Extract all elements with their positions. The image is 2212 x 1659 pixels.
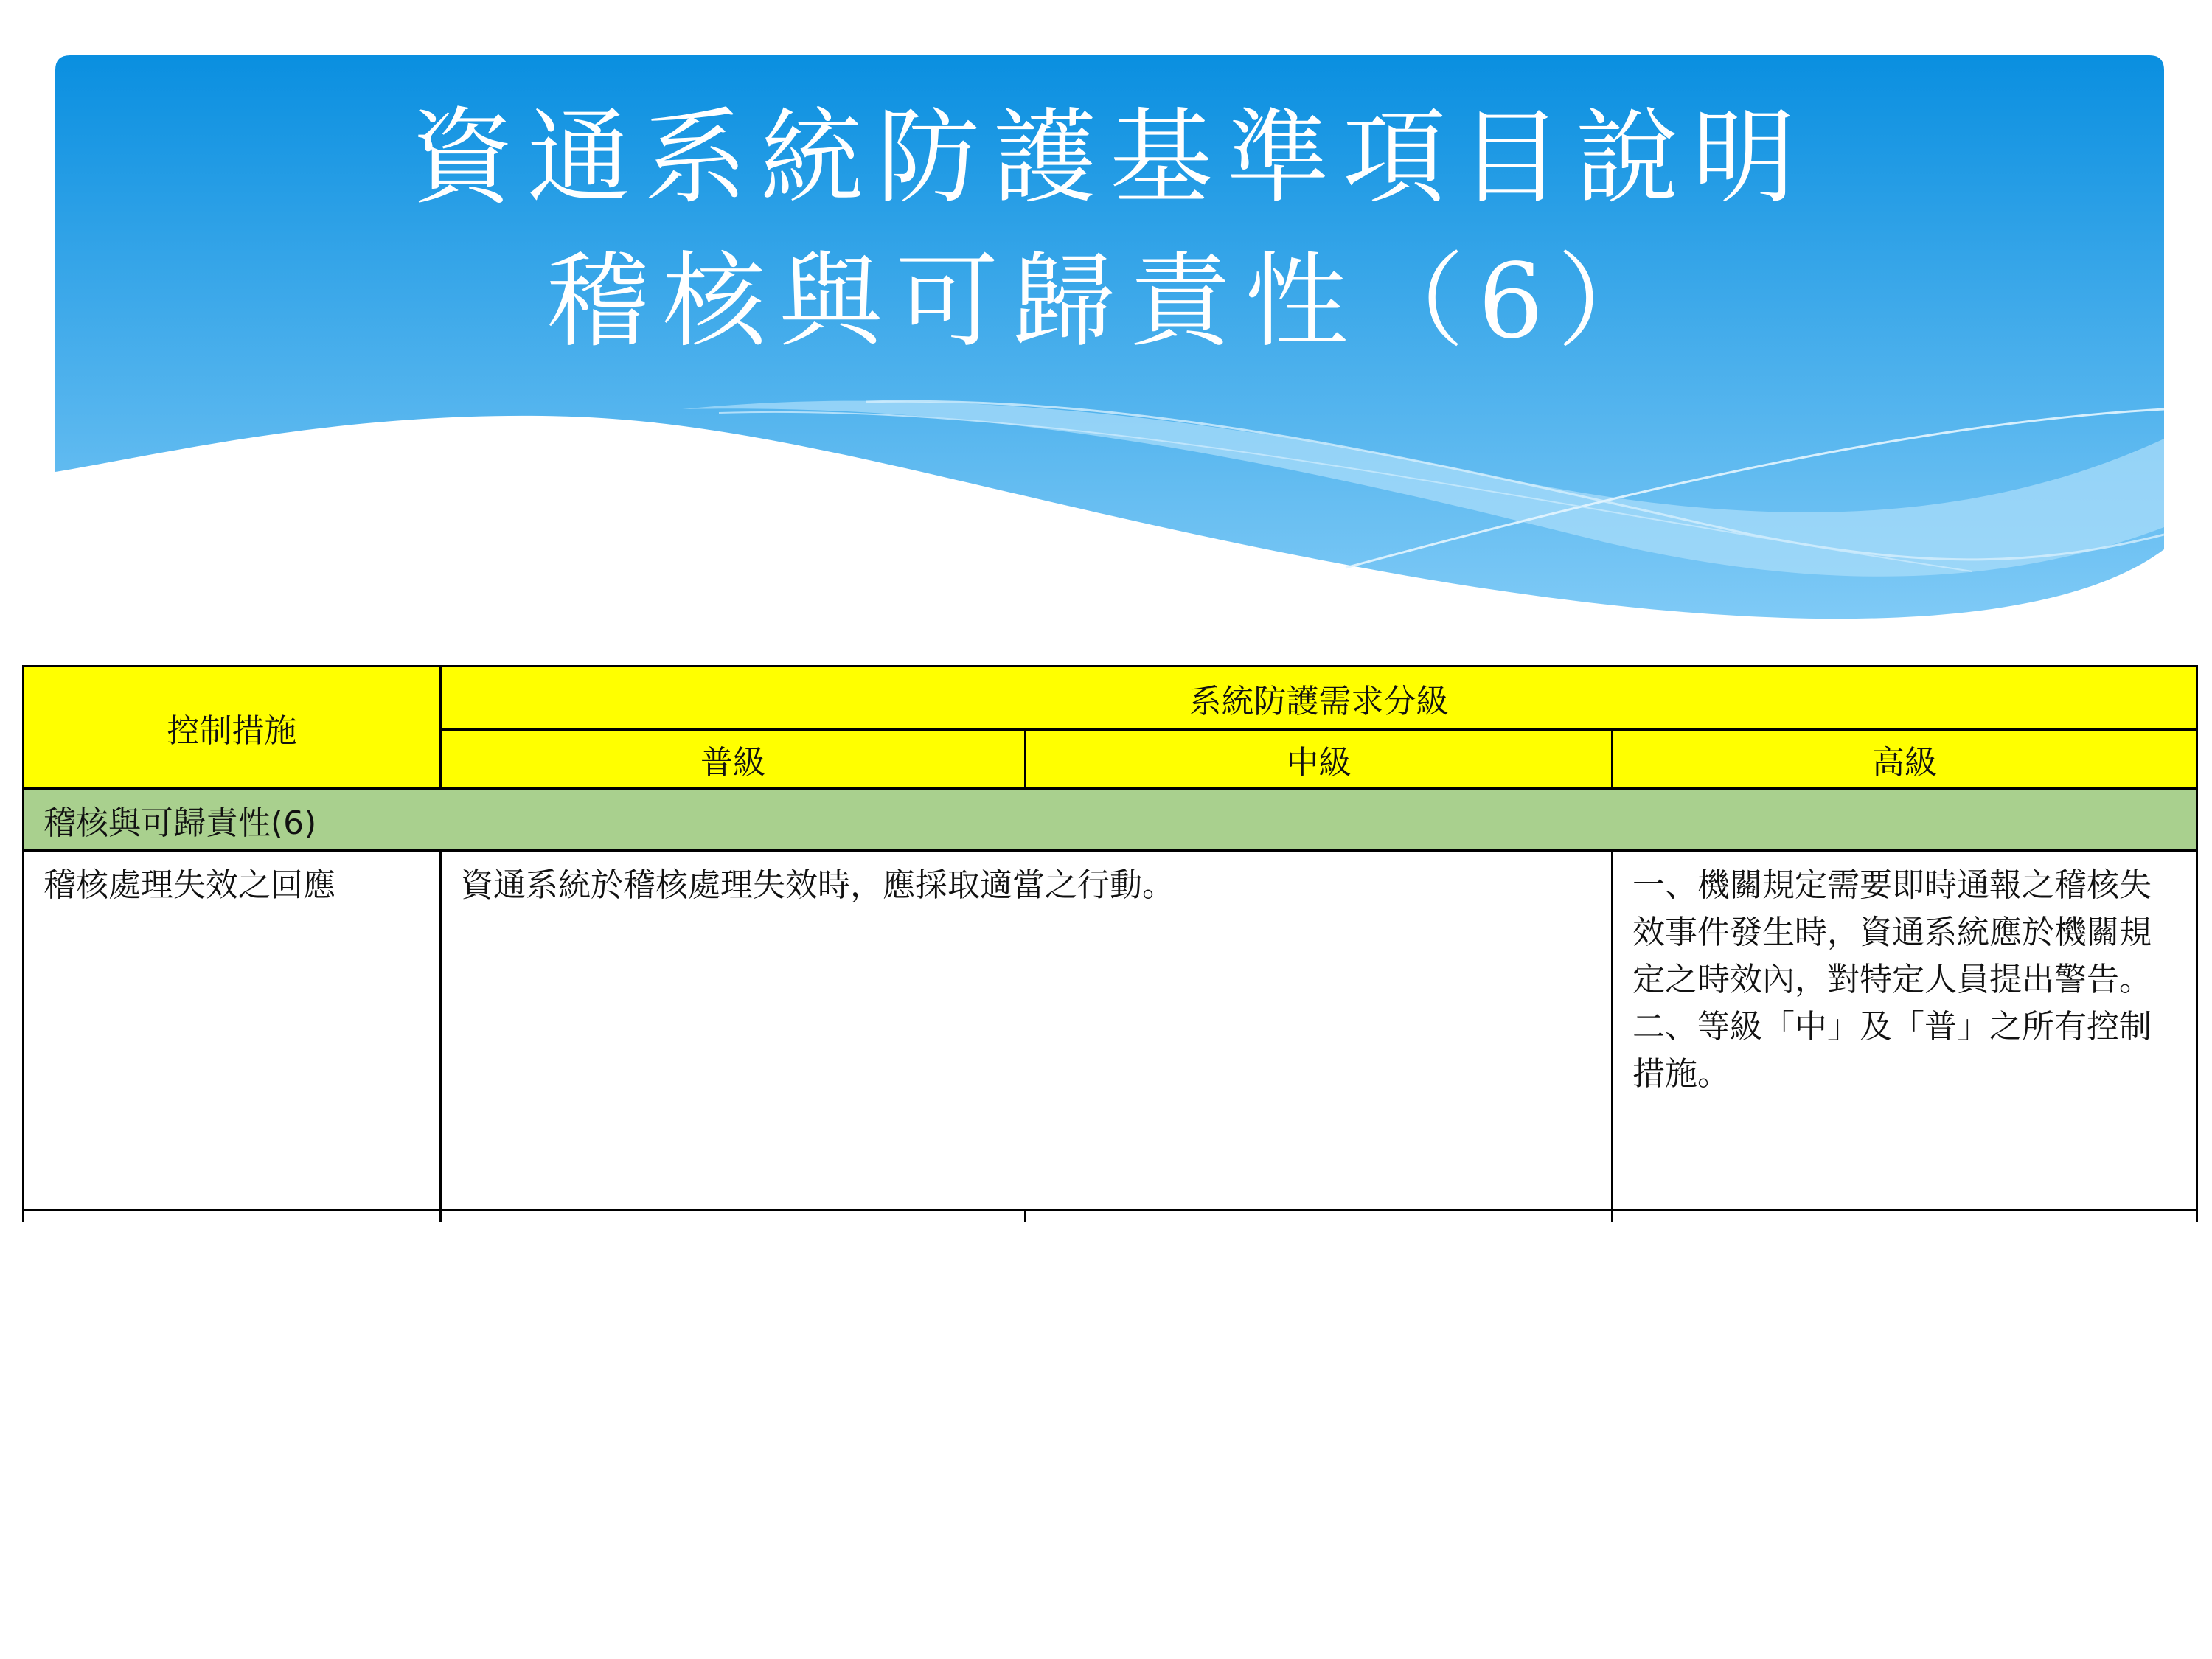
section-title: 稽核與可歸責性(6) [24, 789, 2197, 851]
high-requirement-item-1: 一、機關規定需要即時通報之稽核失效事件發生時，資通系統應於機關規定之時效內，對特定人員提出警告。 [1632, 866, 2152, 998]
continuation-cell [1613, 1211, 2197, 1222]
normal-medium-requirement-cell [441, 851, 1613, 1211]
control-measures-table [22, 665, 2198, 1222]
continuation-cell [24, 1211, 441, 1222]
header-control-measure: 控制措施 [24, 667, 441, 789]
slide-title-line-2: 稽核與可歸責性（6） [546, 242, 1674, 362]
normal-medium-requirement: 資通系統於稽核處理失效時，應採取適當之行動。 [461, 866, 1175, 904]
continuation-cell [1026, 1211, 1613, 1222]
section-row [24, 789, 2197, 851]
table-row [24, 851, 2197, 1211]
header-level-normal: 普級 [441, 730, 1026, 789]
header-level-high: 高級 [1613, 730, 2197, 789]
title-banner [55, 55, 2164, 630]
header-level-medium: 中級 [1026, 730, 1613, 789]
control-name: 稽核處理失效之回應 [44, 866, 335, 904]
continuation-cell [441, 1211, 1026, 1222]
header-protection-levels: 系統防護需求分級 [441, 667, 2197, 730]
high-requirement-cell [1613, 851, 2197, 1211]
high-requirement-item-2: 二、等級「中」及「普」之所有控制措施。 [1632, 1008, 2152, 1093]
slide-title-line-1: 資通系統防護基準項目說明 [410, 98, 1809, 218]
table-continuation-row [24, 1211, 2197, 1222]
control-name-cell [24, 851, 441, 1211]
header-row [24, 667, 2197, 730]
